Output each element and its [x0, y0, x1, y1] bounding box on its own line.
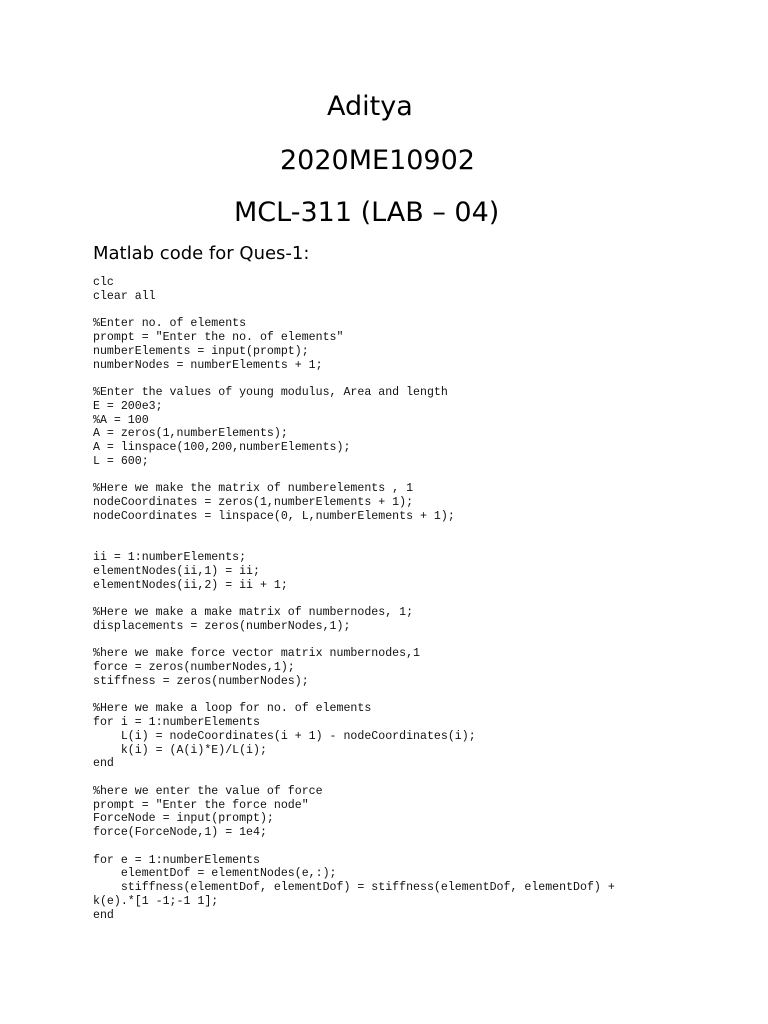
code-line: clc: [93, 276, 114, 289]
code-line: clear all: [93, 289, 156, 303]
code-line: force(ForceNode,1) = 1e4;: [93, 826, 267, 839]
code-line: elementNodes(ii,1) = ii;: [93, 564, 260, 578]
code-line: numberNodes = numberElements + 1;: [93, 358, 323, 372]
code-line: [93, 634, 733, 648]
code-line: [93, 840, 733, 854]
code-line: k(i) = (A(i)*E)/L(i);: [93, 743, 267, 757]
code-line: end: [93, 757, 114, 771]
code-line: A = linspace(100,200,numberElements);: [93, 441, 351, 454]
code-line: nodeCoordinates = linspace(0, L,numberElements + 1);: [93, 509, 455, 523]
code-line: L = 600;: [93, 454, 149, 468]
code-line: elementNodes(ii,2) = ii + 1;: [93, 578, 288, 592]
code-line: %Here we make a make matrix of numbernodes, 1;: [93, 606, 414, 619]
code-line: ForceNode = input(prompt);: [93, 812, 274, 826]
code-line: %here we enter the value of force: [93, 784, 323, 798]
code-line: elementDof = elementNodes(e,:);: [93, 867, 337, 881]
code-line: stiffness(elementDof, elementDof) = stiffness(elementDof, elementDof) +: [93, 881, 615, 894]
code-line: %Here we make the matrix of numberelements , 1: [93, 482, 414, 496]
code-line: [93, 304, 733, 318]
code-line: force = zeros(numberNodes,1);: [93, 661, 295, 674]
code-line: A = zeros(1,numberElements);: [93, 427, 288, 441]
roll-number: 2020ME10902: [280, 145, 475, 176]
code-line: [93, 372, 733, 386]
code-line: [93, 537, 733, 551]
code-line: [93, 592, 733, 606]
code-line: numberElements = input(prompt);: [93, 344, 309, 358]
code-line: %Here we make a loop for no. of elements: [93, 702, 372, 716]
code-line: prompt = "Enter the force node": [93, 798, 309, 812]
code-line: [93, 524, 733, 538]
code-line: %A = 100: [93, 413, 149, 427]
course-title: MCL-311 (LAB – 04): [234, 197, 500, 228]
code-line: prompt = "Enter the no. of elements": [93, 331, 344, 344]
code-line: %Enter no. of elements: [93, 317, 247, 331]
code-line: nodeCoordinates = zeros(1,numberElements + 1);: [93, 496, 414, 509]
code-line: E = 200e3;: [93, 399, 163, 413]
code-line: for e = 1:numberElements: [93, 853, 260, 867]
code-line: [93, 771, 733, 785]
code-line: [93, 469, 733, 483]
code-line: end: [93, 908, 114, 922]
code-line: ii = 1:numberElements;: [93, 551, 247, 564]
matlab-code-block: [93, 276, 733, 922]
code-line: displacements = zeros(numberNodes,1);: [93, 619, 351, 633]
code-line: %here we make force vector matrix numbernodes,1: [93, 647, 420, 661]
code-line: k(e).*[1 -1;-1 1];: [93, 894, 219, 908]
code-line: stiffness = zeros(numberNodes);: [93, 674, 309, 688]
code-line: for i = 1:numberElements: [93, 716, 260, 729]
code-line: L(i) = nodeCoordinates(i + 1) - nodeCoordinates(i);: [93, 729, 476, 743]
section-heading: Matlab code for Ques-1:: [93, 243, 310, 264]
code-line: %Enter the values of young modulus, Area and length: [93, 386, 448, 399]
author-name: Aditya: [327, 91, 413, 122]
code-line: [93, 689, 733, 703]
